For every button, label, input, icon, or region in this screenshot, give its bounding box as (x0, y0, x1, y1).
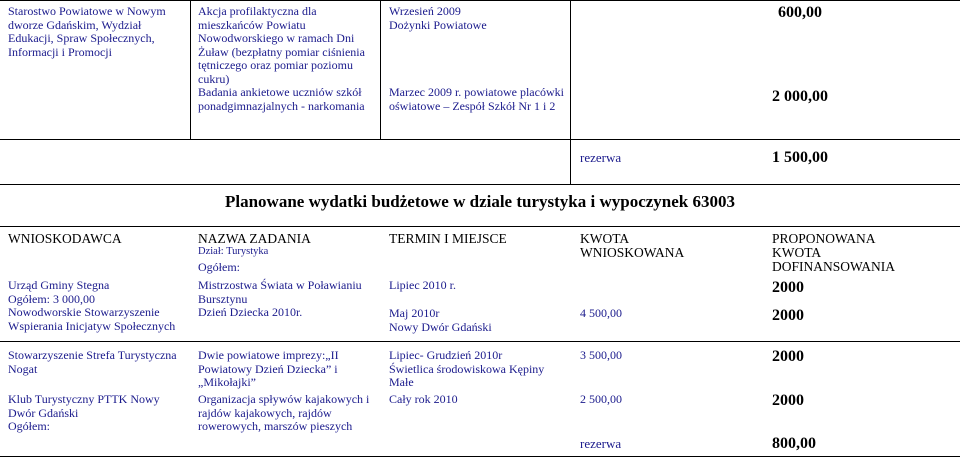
text-line: DOFINANSOWANIA (772, 259, 895, 274)
text-line: Mistrzostwa Świata w Poławianiu (198, 278, 362, 292)
top-row-divider (0, 139, 960, 140)
row2-date-a (389, 349, 574, 390)
text-line: Maj 2010r (389, 306, 440, 320)
top-col-line-2 (380, 0, 381, 140)
text-line: Nowodworskie Stowarzyszenie (8, 305, 160, 319)
row1-date-a: Lipiec 2010 r. (389, 278, 456, 292)
text-line: Ogółem: (8, 419, 50, 433)
text-line: Akcja profilaktyczna dla (198, 4, 317, 18)
text-line: KWOTA (772, 245, 822, 260)
text-line: Badania ankietowe uczniów szkół (198, 85, 362, 99)
top-table-bottom (0, 184, 960, 185)
text-line: Dwór Gdański (8, 405, 79, 420)
text-line: tętniczego oraz pomiar poziomu (198, 58, 353, 72)
text-line: rowerowych, marszów pieszych (198, 419, 353, 433)
top-date-b (389, 86, 569, 113)
row2-rezerwa-label: rezerwa (580, 436, 622, 451)
text-line: Stowarzyszenie Strefa Turystyczna (8, 348, 177, 362)
text-line: Starostwo Powiatowe w Nowym (8, 4, 166, 18)
header-date-place: TERMIN I MIEJSCE (389, 231, 507, 246)
text-line: dworze Gdańskim, Wydział (8, 17, 142, 32)
top-rezerwa-amount: 1 500,00 (772, 149, 828, 166)
top-rezerwa-label: rezerwa (580, 150, 622, 165)
text-line: Nowy Dwór Gdański (389, 319, 492, 334)
row2-requested-2: 2 500,00 (580, 392, 622, 406)
row2-applicant-b (8, 393, 193, 434)
text-line: PROPONOWANA (772, 231, 876, 246)
text-line: rajdów kajakowych, rajdów (198, 405, 332, 420)
top-applicant (8, 5, 188, 59)
text-line: Wrzesień 2009 (389, 4, 461, 18)
row2-requested-1: 3 500,00 (580, 348, 622, 362)
row-divider (0, 341, 960, 342)
header-task-dept: Dział: Turystyka (198, 246, 269, 257)
text-line: oświatowe – Zespół Szkół Nr 1 i 2 (389, 98, 556, 113)
header-amount-requested (580, 232, 684, 260)
text-line: Bursztynu (198, 291, 248, 306)
top-amount-1: 600,00 (778, 4, 822, 21)
text-line: KWOTA (580, 231, 630, 246)
text-line: Dzień Dziecka 2010r. (198, 305, 303, 319)
text-line: Małe (389, 375, 414, 389)
row2-proposed-2: 2000 (772, 392, 804, 409)
row1-proposed-1: 2000 (772, 279, 804, 296)
top-task-a (198, 5, 378, 113)
header-task: NAZWA ZADANIA (198, 231, 311, 246)
text-line: cukru) (198, 71, 230, 86)
top-col-line-3 (570, 0, 571, 185)
text-line: Wspierania Inicjatyw Społecznych (8, 318, 176, 333)
text-line: Klub Turystyczny PTTK Nowy (8, 392, 160, 406)
row2-proposed-1: 2000 (772, 348, 804, 365)
top-amount-2: 2 000,00 (772, 88, 828, 105)
text-line: Nowodworskiego w ramach Dni (198, 31, 355, 45)
top-date-a (389, 5, 569, 32)
row2-date-b: Cały rok 2010 (389, 392, 458, 406)
text-line: WNIOSKOWANA (580, 245, 685, 260)
text-line: Żuław (bezpłatny pomiar ciśnienia (198, 44, 365, 59)
text-line: Urząd Gminy Stegna (8, 278, 110, 292)
text-line: Świetlica środowiskowa Kępiny (389, 361, 545, 376)
row2-task-a (198, 349, 383, 390)
row1-applicants (8, 279, 193, 333)
text-line: Dwie powiatowe imprezy:„II (198, 348, 339, 362)
header-applicant: WNIOSKODAWCA (8, 231, 122, 246)
row1-proposed-2: 2000 (772, 307, 804, 324)
header-amount-proposed (772, 232, 895, 274)
text-line: Powiatowy Dzień Dziecka” i (198, 361, 338, 376)
text-line: Dożynki Powiatowe (389, 17, 487, 32)
text-line: „Mikołajki” (198, 375, 256, 389)
row2-task-b (198, 393, 383, 434)
table-top-border (0, 226, 960, 227)
text-line: mieszkańców Powiatu (198, 17, 306, 32)
row2-rezerwa-amount: 800,00 (772, 435, 816, 452)
text-line: Edukacji, Spraw Społecznych, (8, 31, 155, 45)
row2-applicant-a (8, 349, 193, 376)
row1-date-b (389, 307, 492, 334)
top-col-line-1 (190, 0, 191, 140)
text-line: Organizacja spływów kajakowych i (198, 392, 370, 406)
row1-requested-2: 4 500,00 (580, 306, 622, 320)
text-line: Informacji i Promocji (8, 44, 112, 59)
text-line: Lipiec- Grudzień 2010r (389, 348, 503, 362)
text-line: Marzec 2009 r. powiatowe placówki (389, 85, 564, 99)
section-title: Planowane wydatki budżetowe w dziale turystyka i wypoczynek 63003 (224, 192, 735, 211)
row1-tasks (198, 279, 383, 320)
header-task-total: Ogółem: (198, 260, 240, 274)
text-line: ponadgimnazjalnych - narkomania (198, 98, 365, 113)
text-line: Nogat (8, 361, 38, 376)
top-border (0, 0, 960, 1)
text-line: Ogółem: 3 000,00 (8, 291, 95, 306)
